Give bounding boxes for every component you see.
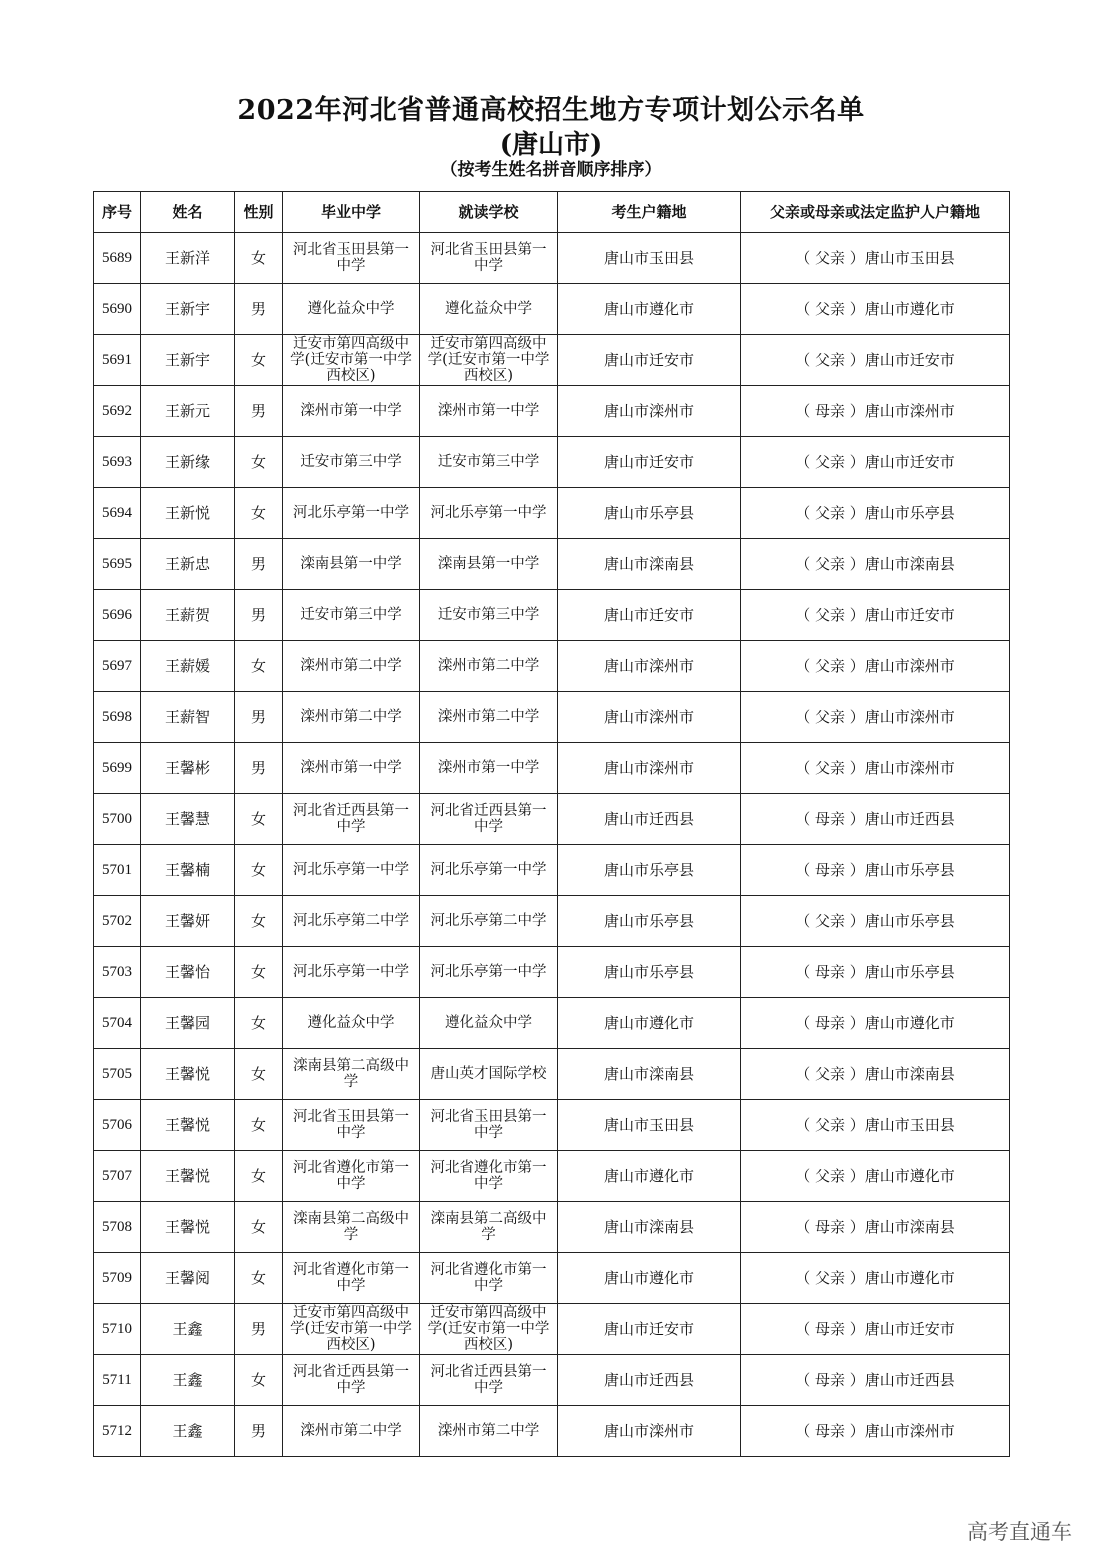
cell-guardian-hukou: （ 母亲 ）唐山市迁西县 [741,794,1010,845]
cell-guardian-hukou: （ 母亲 ）唐山市乐亭县 [741,845,1010,896]
cell-hukou: 唐山市滦州市 [558,692,741,743]
cell-guardian-hukou: （ 母亲 ）唐山市迁安市 [741,1304,1010,1355]
cell-id: 5705 [94,1049,141,1100]
cell-current-school: 迁安市第四高级中学(迁安市第一中学西校区) [420,335,558,386]
cell-gender: 男 [235,1304,283,1355]
cell-id: 5712 [94,1406,141,1457]
cell-id: 5708 [94,1202,141,1253]
cell-gender: 女 [235,794,283,845]
cell-id: 5709 [94,1253,141,1304]
cell-name: 王鑫 [141,1406,235,1457]
table-row [94,1355,1010,1406]
cell-hukou: 唐山市玉田县 [558,1100,741,1151]
cell-guardian-hukou: （ 父亲 ）唐山市滦南县 [741,1049,1010,1100]
cell-grad-school: 滦州市第二中学 [283,692,420,743]
cell-id: 5702 [94,896,141,947]
cell-current-school: 唐山英才国际学校 [420,1049,558,1100]
cell-current-school: 河北省玉田县第一中学 [420,233,558,284]
cell-name: 王馨慧 [141,794,235,845]
cell-name: 王新元 [141,386,235,437]
cell-gender: 女 [235,488,283,539]
cell-id: 5697 [94,641,141,692]
cell-guardian-hukou: （ 母亲 ）唐山市滦州市 [741,386,1010,437]
cell-guardian-hukou: （ 父亲 ）唐山市滦州市 [741,743,1010,794]
table-row [94,947,1010,998]
cell-grad-school: 河北省遵化市第一中学 [283,1151,420,1202]
cell-gender: 女 [235,1049,283,1100]
page-title: 2022年河北省普通高校招生地方专项计划公示名单 [237,95,865,126]
cell-grad-school: 河北乐亭第一中学 [283,488,420,539]
cell-gender: 男 [235,692,283,743]
cell-current-school: 河北乐亭第一中学 [420,845,558,896]
cell-id: 5693 [94,437,141,488]
cell-name: 王新宇 [141,335,235,386]
cell-current-school: 遵化益众中学 [420,998,558,1049]
cell-gender: 女 [235,896,283,947]
cell-current-school: 河北省遵化市第一中学 [420,1151,558,1202]
cell-guardian-hukou: （ 母亲 ）唐山市遵化市 [741,998,1010,1049]
cell-name: 王薪智 [141,692,235,743]
column-header-hukou: 考生户籍地 [558,192,741,233]
cell-grad-school: 遵化益众中学 [283,998,420,1049]
cell-name: 王馨怡 [141,947,235,998]
table-row [94,743,1010,794]
table-row [94,1406,1010,1457]
cell-gender: 女 [235,845,283,896]
column-header-grad-school: 毕业中学 [283,192,420,233]
table-row [94,692,1010,743]
cell-grad-school: 河北乐亭第一中学 [283,947,420,998]
cell-hukou: 唐山市滦州市 [558,386,741,437]
cell-gender: 女 [235,1355,283,1406]
cell-guardian-hukou: （ 父亲 ）唐山市滦州市 [741,692,1010,743]
cell-gender: 女 [235,641,283,692]
cell-grad-school: 河北省迁西县第一中学 [283,1355,420,1406]
cell-grad-school: 遵化益众中学 [283,284,420,335]
cell-guardian-hukou: （ 父亲 ）唐山市玉田县 [741,1100,1010,1151]
column-header-name: 姓名 [141,192,235,233]
cell-hukou: 唐山市遵化市 [558,284,741,335]
cell-gender: 男 [235,284,283,335]
cell-hukou: 唐山市迁安市 [558,1304,741,1355]
table-row [94,539,1010,590]
cell-id: 5690 [94,284,141,335]
cell-current-school: 河北省玉田县第一中学 [420,1100,558,1151]
cell-name: 王馨悦 [141,1151,235,1202]
cell-current-school: 滦州市第一中学 [420,386,558,437]
cell-guardian-hukou: （ 父亲 ）唐山市遵化市 [741,1151,1010,1202]
cell-grad-school: 迁安市第四高级中学(迁安市第一中学西校区) [283,1304,420,1355]
table-row [94,233,1010,284]
cell-current-school: 迁安市第三中学 [420,590,558,641]
cell-gender: 女 [235,1151,283,1202]
cell-current-school: 滦州市第二中学 [420,641,558,692]
cell-guardian-hukou: （ 父亲 ）唐山市滦州市 [741,641,1010,692]
cell-current-school: 河北省迁西县第一中学 [420,794,558,845]
cell-gender: 女 [235,998,283,1049]
column-header-guardian-hukou: 父亲或母亲或法定监护人户籍地 [741,192,1010,233]
cell-name: 王馨彬 [141,743,235,794]
cell-id: 5707 [94,1151,141,1202]
cell-grad-school: 滦南县第二高级中学 [283,1202,420,1253]
cell-hukou: 唐山市迁西县 [558,1355,741,1406]
cell-hukou: 唐山市滦州市 [558,1406,741,1457]
cell-hukou: 唐山市遵化市 [558,1151,741,1202]
table-row [94,590,1010,641]
cell-id: 5695 [94,539,141,590]
cell-current-school: 迁安市第四高级中学(迁安市第一中学西校区) [420,1304,558,1355]
cell-gender: 男 [235,539,283,590]
cell-current-school: 遵化益众中学 [420,284,558,335]
cell-name: 王馨楠 [141,845,235,896]
cell-name: 王馨悦 [141,1100,235,1151]
cell-grad-school: 迁安市第三中学 [283,590,420,641]
column-header-current-school: 就读学校 [420,192,558,233]
cell-name: 王薪贺 [141,590,235,641]
table-row [94,1151,1010,1202]
cell-guardian-hukou: （ 母亲 ）唐山市滦南县 [741,1202,1010,1253]
cell-id: 5698 [94,692,141,743]
table-row [94,335,1010,386]
cell-hukou: 唐山市迁西县 [558,794,741,845]
cell-current-school: 河北乐亭第一中学 [420,488,558,539]
cell-name: 王新缘 [141,437,235,488]
table-row [94,998,1010,1049]
cell-guardian-hukou: （ 父亲 ）唐山市遵化市 [741,1253,1010,1304]
cell-current-school: 滦州市第二中学 [420,692,558,743]
cell-name: 王馨园 [141,998,235,1049]
cell-name: 王馨妍 [141,896,235,947]
cell-hukou: 唐山市乐亭县 [558,896,741,947]
cell-guardian-hukou: （ 父亲 ）唐山市迁安市 [741,590,1010,641]
cell-name: 王新洋 [141,233,235,284]
cell-grad-school: 滦州市第二中学 [283,641,420,692]
cell-current-school: 滦南县第一中学 [420,539,558,590]
cell-grad-school: 滦州市第一中学 [283,743,420,794]
cell-name: 王新宇 [141,284,235,335]
cell-current-school: 河北省迁西县第一中学 [420,1355,558,1406]
cell-gender: 男 [235,743,283,794]
cell-grad-school: 滦州市第二中学 [283,1406,420,1457]
cell-guardian-hukou: （ 父亲 ）唐山市滦南县 [741,539,1010,590]
cell-id: 5691 [94,335,141,386]
cell-guardian-hukou: （ 父亲 ）唐山市乐亭县 [741,488,1010,539]
cell-hukou: 唐山市滦州市 [558,743,741,794]
cell-gender: 男 [235,1406,283,1457]
cell-grad-school: 河北省遵化市第一中学 [283,1253,420,1304]
cell-guardian-hukou: （ 父亲 ）唐山市乐亭县 [741,896,1010,947]
cell-name: 王馨悦 [141,1049,235,1100]
cell-current-school: 滦州市第一中学 [420,743,558,794]
cell-name: 王鑫 [141,1304,235,1355]
cell-current-school: 河北乐亭第二中学 [420,896,558,947]
cell-grad-school: 迁安市第四高级中学(迁安市第一中学西校区) [283,335,420,386]
cell-guardian-hukou: （ 母亲 ）唐山市迁西县 [741,1355,1010,1406]
cell-grad-school: 河北省玉田县第一中学 [283,1100,420,1151]
roster-table [93,191,1010,1457]
table-row [94,437,1010,488]
cell-hukou: 唐山市乐亭县 [558,845,741,896]
cell-id: 5710 [94,1304,141,1355]
cell-grad-school: 滦州市第一中学 [283,386,420,437]
table-row [94,1202,1010,1253]
cell-grad-school: 河北省迁西县第一中学 [283,794,420,845]
cell-id: 5706 [94,1100,141,1151]
table-row [94,896,1010,947]
cell-name: 王薪媛 [141,641,235,692]
cell-hukou: 唐山市遵化市 [558,998,741,1049]
table-row [94,284,1010,335]
cell-hukou: 唐山市迁安市 [558,437,741,488]
table-row [94,488,1010,539]
cell-id: 5701 [94,845,141,896]
cell-hukou: 唐山市滦南县 [558,1049,741,1100]
cell-hukou: 唐山市滦南县 [558,539,741,590]
cell-name: 王馨悦 [141,1202,235,1253]
table-header-row [94,192,1010,233]
cell-id: 5696 [94,590,141,641]
cell-id: 5703 [94,947,141,998]
watermark-text: 高考直通车 [967,1520,1072,1544]
cell-hukou: 唐山市乐亭县 [558,488,741,539]
table-row [94,1100,1010,1151]
cell-grad-school: 滦南县第一中学 [283,539,420,590]
cell-gender: 女 [235,947,283,998]
cell-grad-school: 河北省玉田县第一中学 [283,233,420,284]
cell-guardian-hukou: （ 母亲 ）唐山市滦州市 [741,1406,1010,1457]
cell-gender: 女 [235,437,283,488]
cell-name: 王鑫 [141,1355,235,1406]
page-subtitle: (唐山市) [499,130,603,160]
cell-grad-school: 河北乐亭第一中学 [283,845,420,896]
cell-grad-school: 迁安市第三中学 [283,437,420,488]
table-row [94,386,1010,437]
cell-current-school: 河北省遵化市第一中学 [420,1253,558,1304]
cell-grad-school: 滦南县第二高级中学 [283,1049,420,1100]
cell-hukou: 唐山市迁安市 [558,335,741,386]
cell-gender: 女 [235,1100,283,1151]
table-row [94,1253,1010,1304]
column-header-id: 序号 [94,192,141,233]
cell-id: 5692 [94,386,141,437]
cell-name: 王新忠 [141,539,235,590]
cell-current-school: 河北乐亭第一中学 [420,947,558,998]
cell-guardian-hukou: （ 父亲 ）唐山市遵化市 [741,284,1010,335]
cell-id: 5704 [94,998,141,1049]
cell-id: 5699 [94,743,141,794]
cell-gender: 男 [235,386,283,437]
table-row [94,641,1010,692]
cell-id: 5711 [94,1355,141,1406]
cell-current-school: 滦南县第二高级中学 [420,1202,558,1253]
cell-hukou: 唐山市遵化市 [558,1253,741,1304]
cell-guardian-hukou: （ 父亲 ）唐山市迁安市 [741,335,1010,386]
cell-hukou: 唐山市玉田县 [558,233,741,284]
table-row [94,1304,1010,1355]
cell-guardian-hukou: （ 父亲 ）唐山市迁安市 [741,437,1010,488]
table-row [94,845,1010,896]
cell-gender: 女 [235,1253,283,1304]
cell-current-school: 滦州市第二中学 [420,1406,558,1457]
cell-gender: 男 [235,590,283,641]
cell-id: 5694 [94,488,141,539]
column-header-gender: 性别 [235,192,283,233]
cell-hukou: 唐山市乐亭县 [558,947,741,998]
table-row [94,794,1010,845]
cell-gender: 女 [235,335,283,386]
cell-guardian-hukou: （ 母亲 ）唐山市乐亭县 [741,947,1010,998]
cell-gender: 女 [235,233,283,284]
cell-id: 5689 [94,233,141,284]
cell-id: 5700 [94,794,141,845]
sort-note: （按考生姓名拼音顺序排序） [440,160,662,180]
cell-hukou: 唐山市滦州市 [558,641,741,692]
cell-current-school: 迁安市第三中学 [420,437,558,488]
cell-hukou: 唐山市滦南县 [558,1202,741,1253]
cell-guardian-hukou: （ 父亲 ）唐山市玉田县 [741,233,1010,284]
cell-name: 王馨阅 [141,1253,235,1304]
cell-grad-school: 河北乐亭第二中学 [283,896,420,947]
cell-name: 王新悦 [141,488,235,539]
table-row [94,1049,1010,1100]
cell-gender: 女 [235,1202,283,1253]
cell-hukou: 唐山市迁安市 [558,590,741,641]
